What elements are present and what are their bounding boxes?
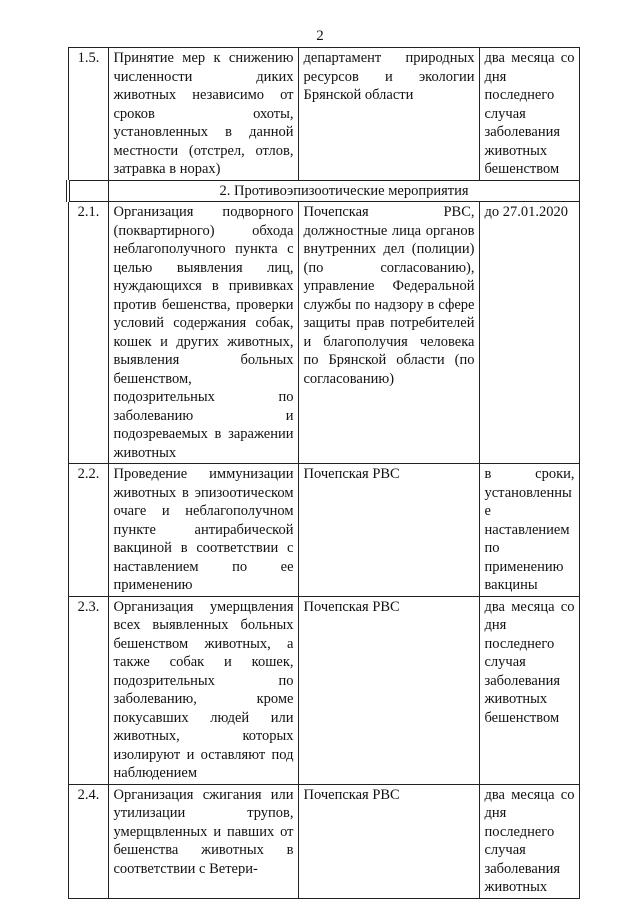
row-action: Проведение иммунизации животных в эпизоотическом очаге и неблагополучном пункте антирабической вакциной в соответствии с наставлением по ее применению bbox=[108, 464, 298, 597]
table-row bbox=[68, 596, 579, 784]
row-executor: Почепская РВС bbox=[298, 464, 479, 597]
row-executor: департамент природных ресурсов и экологии Брянской области bbox=[298, 48, 479, 181]
row-number: 1.5. bbox=[68, 48, 108, 181]
table-row bbox=[68, 202, 579, 464]
table-row bbox=[68, 48, 579, 181]
table-row bbox=[68, 464, 579, 597]
row-number: 2.3. bbox=[68, 596, 108, 784]
row-executor: Почепская РВС bbox=[298, 596, 479, 784]
row-term: два месяца со дня последнего случая заболевания животных бешенством bbox=[479, 596, 579, 784]
measures-table bbox=[66, 47, 580, 899]
row-action: Принятие мер к снижению численности диких животных независимо от сроков охоты, установленных в данной местности (отстрел, отлов, затравка в норах) bbox=[108, 48, 298, 181]
row-number: 2.2. bbox=[68, 464, 108, 597]
row-executor: Почепская РВС bbox=[298, 784, 479, 898]
row-term: в сроки, установленные наставлением по применению вакцины bbox=[479, 464, 579, 597]
section-spacer bbox=[68, 180, 108, 202]
row-term: до 27.01.2020 bbox=[479, 202, 579, 464]
row-action: Организация умерщвления всех выявленных больных бешенством животных, а также собак и кошек, подозрительных по заболеванию, кроме покусавших людей или животных, которых изолируют и оставляют под наблюдением bbox=[108, 596, 298, 784]
row-number: 2.1. bbox=[68, 202, 108, 464]
row-term: два месяца со дня последнего случая заболевания животных bbox=[479, 784, 579, 898]
section-header-row bbox=[68, 180, 579, 202]
row-number: 2.4. bbox=[68, 784, 108, 898]
row-action: Организация подворного (поквартирного) обхода неблагополучного пункта с целью выявления лиц, нуждающихся в прививках против бешенства, проверки условий содержания собак, кошек и других животных, выявления больных бешенством, подозрительных по заболеванию и подозреваемых в заражении животных bbox=[108, 202, 298, 464]
row-executor: Почепская РВС, должностные лица органов внутренних дел (полиции) (по согласованию), управление Федеральной службы по надзору в сфере защиты прав потребителей и благополучия человека по Брянской области (по согласованию) bbox=[298, 202, 479, 464]
row-action: Организация сжигания или утилизации трупов, умерщвленных и павших от бешенства животных в соответствии с Ветери- bbox=[108, 784, 298, 898]
section-title: 2. Противоэпизоотические мероприятия bbox=[108, 180, 579, 202]
page-number: 2 bbox=[316, 28, 324, 44]
table-row bbox=[68, 784, 579, 898]
row-term: два месяца со дня последнего случая заболевания животных бешенством bbox=[479, 48, 579, 181]
